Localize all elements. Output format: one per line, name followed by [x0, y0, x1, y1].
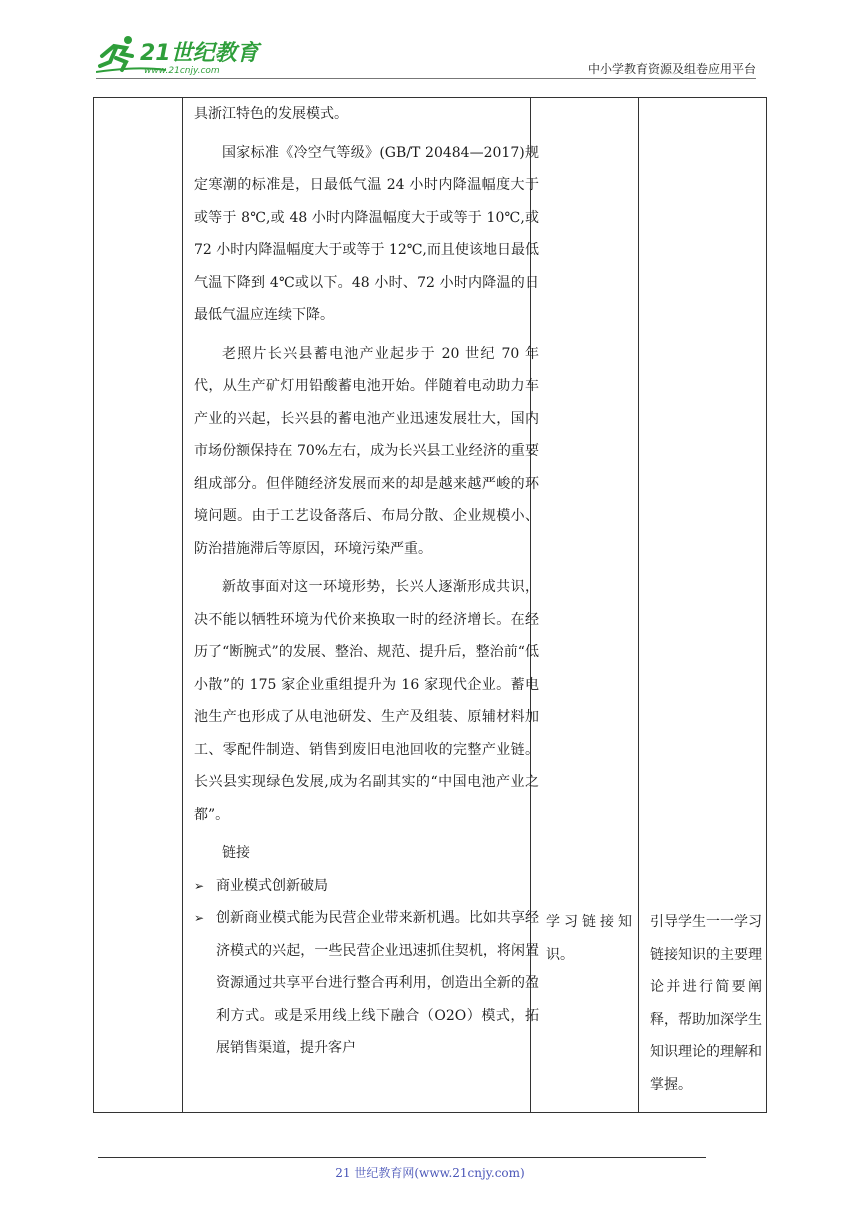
footer-link[interactable]: 21 世纪教育网(www.21cnjy.com)	[335, 1166, 525, 1180]
site-logo[interactable]	[96, 32, 266, 78]
header-divider	[96, 78, 756, 79]
bullet-item: ➢ 创新商业模式能为民营企业带来新机遇。比如共享经济模式的兴起，一些民营企业迅速抓住契机，将闲置资源通过共享平台进行整合再利用，创造出全新的盈利方式。或是采用线上线下融合（O2O）模式，拓展销售渠道，提升客户	[194, 902, 539, 1065]
content-paragraph: 老照片长兴县蓄电池产业起步于 20 世纪 70 年代，从生产矿灯用铅酸蓄电池开始。伴随着电动助力车产业的兴起，长兴县的蓄电池产业迅速发展壮大，国内市场份额保持在 70%左右，成为长兴县工业经济的重要组成部分。但伴随经济发展而来的却是越来越严峻的环境问题。由于工艺设备落后、布局分散、企业规模小、防治措施滞后等原因，环境污染严重。	[194, 345, 539, 557]
svg-text:www.21cnjy.com: www.21cnjy.com	[144, 66, 220, 76]
content-paragraph: 具浙江特色的发展模式。	[194, 106, 348, 122]
content-paragraph: 链接	[222, 845, 250, 861]
content-paragraph: 国家标准《冷空气等级》(GB/T 20484—2017)规定寒潮的标准是，日最低气温 24 小时内降温幅度大于或等于 8℃,或 48 小时内降温幅度大于或等于 10℃,或 72 小时内降温幅度大于或等于 12℃,而且使该地日最低气温下降到 4℃或以下。48 小时、72 小时内降温的日最低气温应连续下降。	[194, 144, 539, 323]
lesson-table	[93, 97, 767, 1113]
table-column-divider	[638, 98, 639, 1112]
student-activity-cell: 学习链接知识。	[546, 914, 632, 963]
content-paragraph: 新故事面对这一环境形势，长兴人逐渐形成共识，决不能以牺牲环境为代价来换取一时的经济增长。在经历了“断腕式”的发展、整治、规范、提升后，整治前“低小散”的 175 家企业重组提升为 16 家现代企业。蓄电池生产也形成了从电池研发、生产及组装、原辅材料加工、零配件制造、销售到废旧电池回收的完整产业链。长兴县实现绿色发展,成为名副其实的“中国电池产业之都”。	[194, 579, 539, 823]
page-header	[0, 0, 860, 80]
table-column-divider	[182, 98, 183, 1112]
teaching-content-cell	[194, 98, 539, 1065]
footer-divider	[98, 1157, 706, 1158]
design-intent-cell: 引导学生一一学习链接知识的主要理论并进行简要阐释，帮助加深学生知识理论的理解和掌握。	[650, 914, 762, 1093]
bullet-item: ➢ 商业模式创新破局	[194, 870, 539, 903]
platform-title: 中小学教育资源及组卷应用平台	[587, 62, 756, 76]
svg-text:21世纪教育: 21世纪教育	[140, 41, 259, 66]
